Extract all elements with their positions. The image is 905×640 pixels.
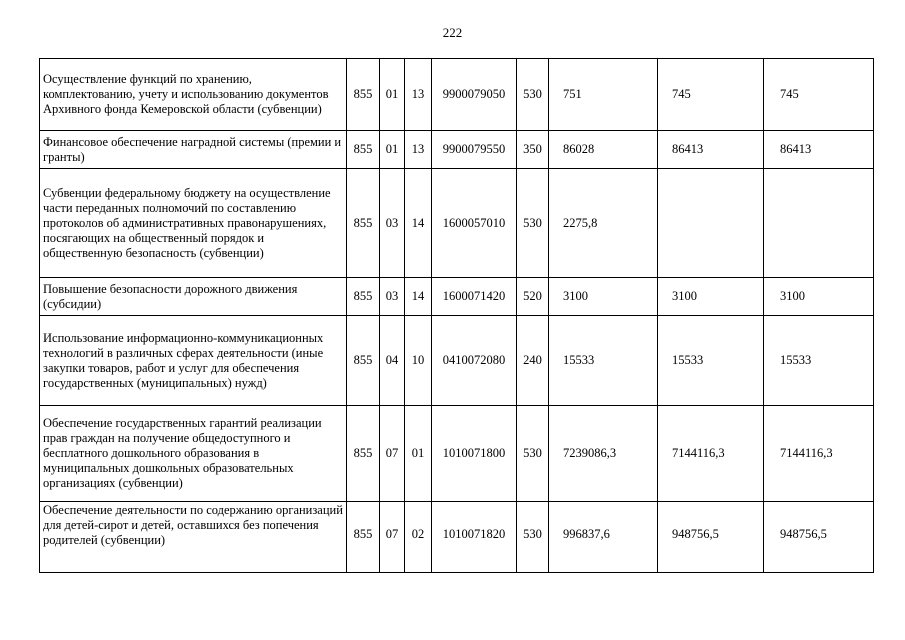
pr-code: 13 — [405, 131, 432, 169]
csr-code: 1600071420 — [432, 278, 517, 316]
pr-code: 01 — [405, 406, 432, 502]
rz-code: 03 — [380, 169, 405, 278]
amount-year1: 3100 — [549, 278, 658, 316]
amount-year2: 745 — [658, 59, 764, 131]
table-row — [40, 316, 874, 406]
vr-code: 530 — [517, 59, 549, 131]
row-description: Использование информационно-коммуникационных технологий в различных сферах деятельности (иные закупки товаров, работ и услуг для обеспечения государственных (муниципальных) нужд) — [40, 316, 347, 406]
vr-code: 530 — [517, 406, 549, 502]
ved-code: 855 — [347, 502, 380, 573]
table-row — [40, 502, 874, 573]
ved-code: 855 — [347, 316, 380, 406]
ved-code: 855 — [347, 169, 380, 278]
row-description: Финансовое обеспечение наградной системы (премии и гранты) — [40, 131, 347, 169]
row-description: Осуществление функций по хранению, комплектованию, учету и использованию документов Архивного фонда Кемеровской области (субвенции) — [40, 59, 347, 131]
ved-code: 855 — [347, 59, 380, 131]
csr-code: 9900079050 — [432, 59, 517, 131]
vr-code: 520 — [517, 278, 549, 316]
csr-code: 0410072080 — [432, 316, 517, 406]
rz-code: 07 — [380, 502, 405, 573]
pr-code: 14 — [405, 278, 432, 316]
amount-year1: 15533 — [549, 316, 658, 406]
rz-code: 03 — [380, 278, 405, 316]
amount-year1: 86028 — [549, 131, 658, 169]
amount-year3: 3100 — [764, 278, 874, 316]
table-row — [40, 169, 874, 278]
amount-year1: 7239086,3 — [549, 406, 658, 502]
table-row — [40, 131, 874, 169]
amount-year3: 15533 — [764, 316, 874, 406]
vr-code: 350 — [517, 131, 549, 169]
vr-code: 240 — [517, 316, 549, 406]
pr-code: 14 — [405, 169, 432, 278]
amount-year3: 86413 — [764, 131, 874, 169]
row-description: Субвенции федеральному бюджету на осуществление части переданных полномочий по составлению протоколов об административных правонарушениях, посягающих на общественный порядок и общественную безопасность (субвенции) — [40, 169, 347, 278]
budget-table — [39, 58, 874, 573]
table-row — [40, 406, 874, 502]
amount-year2: 7144116,3 — [658, 406, 764, 502]
amount-year3: 745 — [764, 59, 874, 131]
pr-code: 13 — [405, 59, 432, 131]
csr-code: 9900079550 — [432, 131, 517, 169]
csr-code: 1010071800 — [432, 406, 517, 502]
pr-code: 02 — [405, 502, 432, 573]
amount-year2 — [658, 169, 764, 278]
csr-code: 1010071820 — [432, 502, 517, 573]
ved-code: 855 — [347, 278, 380, 316]
pr-code: 10 — [405, 316, 432, 406]
ved-code: 855 — [347, 406, 380, 502]
amount-year1: 751 — [549, 59, 658, 131]
amount-year1: 2275,8 — [549, 169, 658, 278]
row-description: Обеспечение государственных гарантий реализации прав граждан на получение общедоступного и бесплатного дошкольного образования в муниципальных дошкольных образовательных организациях (субвенции) — [40, 406, 347, 502]
amount-year2: 3100 — [658, 278, 764, 316]
rz-code: 04 — [380, 316, 405, 406]
table-row — [40, 59, 874, 131]
amount-year2: 86413 — [658, 131, 764, 169]
row-description: Повышение безопасности дорожного движения (субсидии) — [40, 278, 347, 316]
vr-code: 530 — [517, 169, 549, 278]
ved-code: 855 — [347, 131, 380, 169]
amount-year2: 948756,5 — [658, 502, 764, 573]
rz-code: 07 — [380, 406, 405, 502]
rz-code: 01 — [380, 131, 405, 169]
amount-year3: 7144116,3 — [764, 406, 874, 502]
page-number: 222 — [442, 25, 463, 40]
amount-year1: 996837,6 — [549, 502, 658, 573]
amount-year2: 15533 — [658, 316, 764, 406]
amount-year3 — [764, 169, 874, 278]
amount-year3: 948756,5 — [764, 502, 874, 573]
row-description: Обеспечение деятельности по содержанию организаций для детей-сирот и детей, оставшихся без попечения родителей (субвенции) — [40, 502, 347, 573]
rz-code: 01 — [380, 59, 405, 131]
vr-code: 530 — [517, 502, 549, 573]
csr-code: 1600057010 — [432, 169, 517, 278]
table-row — [40, 278, 874, 316]
